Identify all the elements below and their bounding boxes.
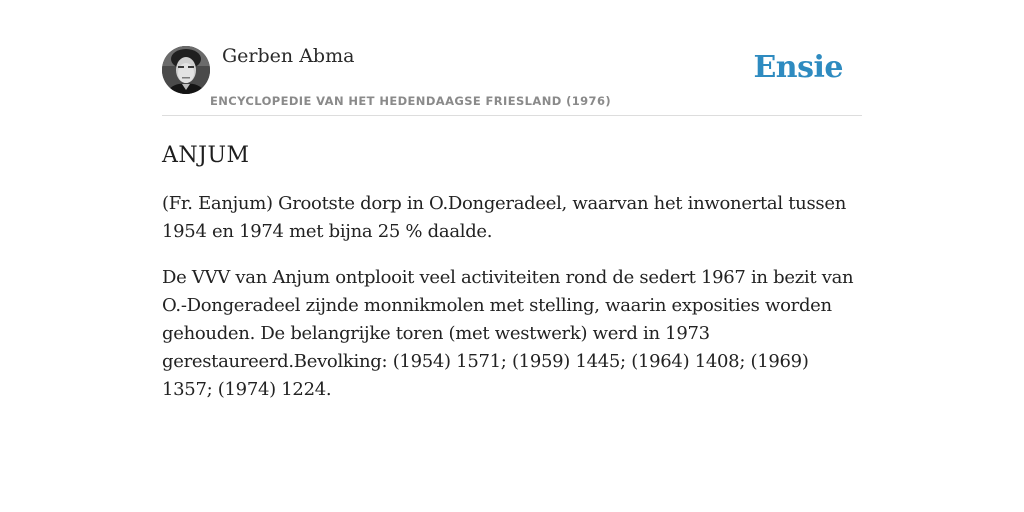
author-portrait-icon — [162, 46, 210, 94]
article-paragraph-1: (Fr. Eanjum) Grootste dorp in O.Dongeradeel, waarvan het inwonertal tussen 1954 en 1974 met bijna 25 % daalde. — [162, 193, 846, 242]
article-title: ANJUM — [162, 143, 250, 168]
source-label[interactable]: ENCYCLOPEDIE VAN HET HEDENDAAGSE FRIESLAND (1976) — [210, 94, 611, 108]
brand-logo[interactable]: Ensie — [753, 50, 843, 85]
article-header — [162, 0, 862, 116]
author-name[interactable]: Gerben Abma — [222, 45, 355, 67]
article-paragraph-2: De VVV van Anjum ontplooit veel activiteiten rond de sedert 1967 in bezit van O.-Dongeradeel zijnde monnikmolen met stelling, waarin exposities worden gehouden. De belangrijke toren (met westwerk) werd in 1973 gerestaureerd.Bevolking: (1954) 1571; (1959) 1445; (1964) 1408; (1969) 1357; (1974) 1224. — [162, 267, 854, 400]
author-avatar[interactable] — [162, 46, 210, 94]
article-card — [162, 0, 862, 404]
